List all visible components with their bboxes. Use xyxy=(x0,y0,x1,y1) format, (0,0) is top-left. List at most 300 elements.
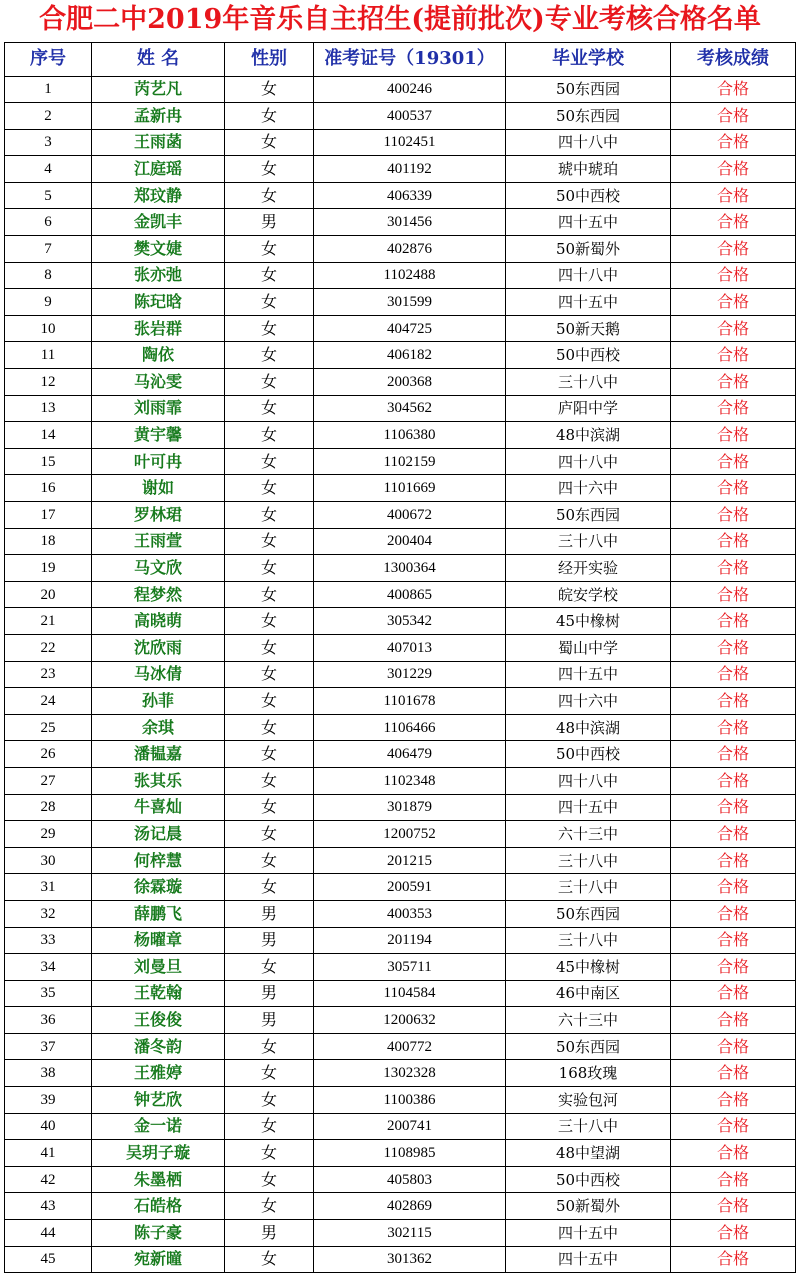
school-cell: 50新蜀外 xyxy=(506,1193,671,1220)
result-cell: 合格 xyxy=(671,900,796,927)
student-name-cell: 陶依 xyxy=(92,342,225,369)
gender-cell: 女 xyxy=(225,369,314,396)
student-name-cell: 吴玥子璇 xyxy=(92,1140,225,1167)
school-cell: 50东西园 xyxy=(506,1033,671,1060)
row-number-cell: 30 xyxy=(5,847,92,874)
student-name-cell: 石皓格 xyxy=(92,1193,225,1220)
row-number-cell: 22 xyxy=(5,634,92,661)
student-name-cell: 金凯丰 xyxy=(92,209,225,236)
table-row xyxy=(5,369,796,396)
school-cell: 45中橡树 xyxy=(506,954,671,981)
gender-cell: 女 xyxy=(225,1140,314,1167)
student-name-cell: 余琪 xyxy=(92,714,225,741)
row-number-cell: 31 xyxy=(5,874,92,901)
student-name-cell: 汤记晨 xyxy=(92,821,225,848)
school-cell: 168玫瑰 xyxy=(506,1060,671,1087)
gender-cell: 女 xyxy=(225,741,314,768)
result-cell: 合格 xyxy=(671,1220,796,1247)
gender-cell: 女 xyxy=(225,1060,314,1087)
school-cell: 45中橡树 xyxy=(506,608,671,635)
student-name-cell: 黄宇馨 xyxy=(92,422,225,449)
table-row xyxy=(5,661,796,688)
exam-id-cell: 406479 xyxy=(314,741,506,768)
result-cell: 合格 xyxy=(671,1113,796,1140)
table-row xyxy=(5,528,796,555)
student-name-cell: 张岩群 xyxy=(92,315,225,342)
student-name-cell: 芮艺凡 xyxy=(92,76,225,103)
result-cell: 合格 xyxy=(671,1087,796,1114)
table-row xyxy=(5,182,796,209)
student-name-cell: 陈子豪 xyxy=(92,1220,225,1247)
result-cell: 合格 xyxy=(671,1246,796,1273)
school-cell: 四十六中 xyxy=(506,475,671,502)
exam-id-cell: 301362 xyxy=(314,1246,506,1273)
gender-cell: 女 xyxy=(225,422,314,449)
gender-cell: 女 xyxy=(225,874,314,901)
row-number-cell: 15 xyxy=(5,448,92,475)
school-cell: 四十五中 xyxy=(506,1220,671,1247)
table-row xyxy=(5,422,796,449)
row-number-cell: 37 xyxy=(5,1033,92,1060)
table-row xyxy=(5,502,796,529)
student-name-cell: 罗林珺 xyxy=(92,502,225,529)
table-row xyxy=(5,1007,796,1034)
table-row xyxy=(5,289,796,316)
school-cell: 四十五中 xyxy=(506,661,671,688)
table-row xyxy=(5,342,796,369)
student-name-cell: 马沁雯 xyxy=(92,369,225,396)
exam-id-cell: 200591 xyxy=(314,874,506,901)
gender-cell: 女 xyxy=(225,528,314,555)
table-row xyxy=(5,741,796,768)
exam-id-cell: 1102348 xyxy=(314,767,506,794)
student-name-cell: 钟艺欣 xyxy=(92,1087,225,1114)
gender-cell: 男 xyxy=(225,209,314,236)
table-row xyxy=(5,688,796,715)
result-cell: 合格 xyxy=(671,1140,796,1167)
school-cell: 50中西校 xyxy=(506,741,671,768)
exam-id-cell: 305342 xyxy=(314,608,506,635)
gender-cell: 男 xyxy=(225,980,314,1007)
gender-cell: 女 xyxy=(225,103,314,130)
result-cell: 合格 xyxy=(671,634,796,661)
gender-cell: 女 xyxy=(225,954,314,981)
result-cell: 合格 xyxy=(671,741,796,768)
table-row xyxy=(5,1246,796,1273)
result-cell: 合格 xyxy=(671,156,796,183)
result-cell: 合格 xyxy=(671,1007,796,1034)
table-row xyxy=(5,581,796,608)
row-number-cell: 13 xyxy=(5,395,92,422)
student-name-cell: 潘冬韵 xyxy=(92,1033,225,1060)
exam-id-cell: 1101669 xyxy=(314,475,506,502)
row-number-cell: 34 xyxy=(5,954,92,981)
exam-id-cell: 200741 xyxy=(314,1113,506,1140)
exam-id-cell: 201215 xyxy=(314,847,506,874)
table-row xyxy=(5,1087,796,1114)
table-row xyxy=(5,980,796,1007)
student-name-cell: 王雨萱 xyxy=(92,528,225,555)
table-row xyxy=(5,714,796,741)
exam-id-cell: 1102488 xyxy=(314,262,506,289)
student-name-cell: 王雨菡 xyxy=(92,129,225,156)
exam-id-cell: 400353 xyxy=(314,900,506,927)
gender-cell: 女 xyxy=(225,342,314,369)
gender-cell: 女 xyxy=(225,76,314,103)
result-cell: 合格 xyxy=(671,422,796,449)
school-cell: 三十八中 xyxy=(506,528,671,555)
gender-cell: 男 xyxy=(225,927,314,954)
gender-cell: 女 xyxy=(225,821,314,848)
row-number-cell: 14 xyxy=(5,422,92,449)
exam-id-cell: 304562 xyxy=(314,395,506,422)
exam-id-cell: 402869 xyxy=(314,1193,506,1220)
result-cell: 合格 xyxy=(671,847,796,874)
student-name-cell: 马冰倩 xyxy=(92,661,225,688)
table-row xyxy=(5,927,796,954)
gender-cell: 女 xyxy=(225,236,314,263)
exam-id-cell: 400865 xyxy=(314,581,506,608)
school-cell: 四十八中 xyxy=(506,262,671,289)
gender-cell: 女 xyxy=(225,1193,314,1220)
row-number-cell: 10 xyxy=(5,315,92,342)
school-cell: 四十八中 xyxy=(506,767,671,794)
gender-cell: 女 xyxy=(225,794,314,821)
student-name-cell: 王乾翰 xyxy=(92,980,225,1007)
table-row xyxy=(5,1220,796,1247)
row-number-cell: 20 xyxy=(5,581,92,608)
table-row xyxy=(5,129,796,156)
row-number-cell: 27 xyxy=(5,767,92,794)
result-cell: 合格 xyxy=(671,581,796,608)
school-cell: 50东西园 xyxy=(506,900,671,927)
student-name-cell: 王雅婷 xyxy=(92,1060,225,1087)
gender-cell: 女 xyxy=(225,661,314,688)
header-cell-no: 序号 xyxy=(5,43,92,77)
gender-cell: 女 xyxy=(225,262,314,289)
school-cell: 实验包河 xyxy=(506,1087,671,1114)
student-name-cell: 樊文婕 xyxy=(92,236,225,263)
result-cell: 合格 xyxy=(671,980,796,1007)
gender-cell: 女 xyxy=(225,156,314,183)
gender-cell: 女 xyxy=(225,448,314,475)
exam-id-cell: 1302328 xyxy=(314,1060,506,1087)
exam-id-cell: 406182 xyxy=(314,342,506,369)
exam-id-cell: 1102451 xyxy=(314,129,506,156)
student-name-cell: 高晓萌 xyxy=(92,608,225,635)
header-row xyxy=(5,43,796,77)
student-name-cell: 张亦弛 xyxy=(92,262,225,289)
row-number-cell: 26 xyxy=(5,741,92,768)
exam-id-cell: 402876 xyxy=(314,236,506,263)
school-cell: 经开实验 xyxy=(506,555,671,582)
school-cell: 50新蜀外 xyxy=(506,236,671,263)
result-cell: 合格 xyxy=(671,262,796,289)
gender-cell: 女 xyxy=(225,688,314,715)
school-cell: 三十八中 xyxy=(506,874,671,901)
row-number-cell: 12 xyxy=(5,369,92,396)
row-number-cell: 4 xyxy=(5,156,92,183)
result-cell: 合格 xyxy=(671,767,796,794)
student-name-cell: 王俊俊 xyxy=(92,1007,225,1034)
table-row xyxy=(5,608,796,635)
school-cell: 四十六中 xyxy=(506,688,671,715)
row-number-cell: 17 xyxy=(5,502,92,529)
exam-id-cell: 305711 xyxy=(314,954,506,981)
exam-id-cell: 1100386 xyxy=(314,1087,506,1114)
row-number-cell: 7 xyxy=(5,236,92,263)
school-cell: 四十八中 xyxy=(506,448,671,475)
school-cell: 琥中琥珀 xyxy=(506,156,671,183)
school-cell: 蜀山中学 xyxy=(506,634,671,661)
student-name-cell: 徐霖璇 xyxy=(92,874,225,901)
school-cell: 48中滨湖 xyxy=(506,714,671,741)
exam-id-cell: 1106466 xyxy=(314,714,506,741)
exam-id-cell: 400772 xyxy=(314,1033,506,1060)
table-row xyxy=(5,634,796,661)
result-cell: 合格 xyxy=(671,1193,796,1220)
row-number-cell: 25 xyxy=(5,714,92,741)
table-row xyxy=(5,847,796,874)
result-cell: 合格 xyxy=(671,794,796,821)
row-number-cell: 23 xyxy=(5,661,92,688)
school-cell: 三十八中 xyxy=(506,927,671,954)
school-cell: 50中西校 xyxy=(506,182,671,209)
result-cell: 合格 xyxy=(671,502,796,529)
gender-cell: 女 xyxy=(225,555,314,582)
student-name-cell: 刘雨霏 xyxy=(92,395,225,422)
student-name-cell: 江庭瑶 xyxy=(92,156,225,183)
row-number-cell: 28 xyxy=(5,794,92,821)
result-cell: 合格 xyxy=(671,103,796,130)
school-cell: 三十八中 xyxy=(506,1113,671,1140)
result-cell: 合格 xyxy=(671,209,796,236)
student-name-cell: 叶可冉 xyxy=(92,448,225,475)
row-number-cell: 35 xyxy=(5,980,92,1007)
student-name-cell: 张其乐 xyxy=(92,767,225,794)
table-header xyxy=(5,43,796,77)
gender-cell: 女 xyxy=(225,1246,314,1273)
row-number-cell: 5 xyxy=(5,182,92,209)
gender-cell: 女 xyxy=(225,1113,314,1140)
gender-cell: 男 xyxy=(225,900,314,927)
result-cell: 合格 xyxy=(671,1166,796,1193)
school-cell: 四十五中 xyxy=(506,794,671,821)
school-cell: 50东西园 xyxy=(506,76,671,103)
table-row xyxy=(5,448,796,475)
school-cell: 庐阳中学 xyxy=(506,395,671,422)
school-cell: 皖安学校 xyxy=(506,581,671,608)
table-row xyxy=(5,821,796,848)
gender-cell: 女 xyxy=(225,475,314,502)
school-cell: 48中望湖 xyxy=(506,1140,671,1167)
row-number-cell: 44 xyxy=(5,1220,92,1247)
gender-cell: 女 xyxy=(225,714,314,741)
table-row xyxy=(5,874,796,901)
exam-id-cell: 301599 xyxy=(314,289,506,316)
gender-cell: 女 xyxy=(225,289,314,316)
student-name-cell: 潘韫嘉 xyxy=(92,741,225,768)
table-row xyxy=(5,794,796,821)
school-cell: 50中西校 xyxy=(506,1166,671,1193)
row-number-cell: 19 xyxy=(5,555,92,582)
row-number-cell: 40 xyxy=(5,1113,92,1140)
exam-id-cell: 401192 xyxy=(314,156,506,183)
school-cell: 50东西园 xyxy=(506,502,671,529)
table-row xyxy=(5,315,796,342)
table-row xyxy=(5,1140,796,1167)
gender-cell: 女 xyxy=(225,1166,314,1193)
student-name-cell: 刘曼旦 xyxy=(92,954,225,981)
student-name-cell: 宛新曈 xyxy=(92,1246,225,1273)
exam-id-cell: 400246 xyxy=(314,76,506,103)
row-number-cell: 24 xyxy=(5,688,92,715)
result-cell: 合格 xyxy=(671,315,796,342)
exam-id-cell: 302115 xyxy=(314,1220,506,1247)
exam-id-cell: 407013 xyxy=(314,634,506,661)
school-cell: 四十五中 xyxy=(506,289,671,316)
exam-id-cell: 301229 xyxy=(314,661,506,688)
school-cell: 46中南区 xyxy=(506,980,671,1007)
gender-cell: 女 xyxy=(225,847,314,874)
result-cell: 合格 xyxy=(671,369,796,396)
row-number-cell: 33 xyxy=(5,927,92,954)
result-cell: 合格 xyxy=(671,76,796,103)
school-cell: 三十八中 xyxy=(506,847,671,874)
row-number-cell: 8 xyxy=(5,262,92,289)
student-name-cell: 牛喜灿 xyxy=(92,794,225,821)
result-cell: 合格 xyxy=(671,528,796,555)
result-cell: 合格 xyxy=(671,874,796,901)
result-cell: 合格 xyxy=(671,1060,796,1087)
exam-id-cell: 1108985 xyxy=(314,1140,506,1167)
exam-id-cell: 1101678 xyxy=(314,688,506,715)
student-name-cell: 陈玘晗 xyxy=(92,289,225,316)
gender-cell: 女 xyxy=(225,129,314,156)
result-cell: 合格 xyxy=(671,555,796,582)
table-row xyxy=(5,209,796,236)
header-cell-exam-id: 准考证号（19301） xyxy=(314,43,506,77)
gender-cell: 男 xyxy=(225,1220,314,1247)
exam-id-cell: 1300364 xyxy=(314,555,506,582)
table-row xyxy=(5,900,796,927)
header-cell-name: 姓 名 xyxy=(92,43,225,77)
table-row xyxy=(5,156,796,183)
school-cell: 三十八中 xyxy=(506,369,671,396)
table-row xyxy=(5,555,796,582)
exam-id-cell: 1104584 xyxy=(314,980,506,1007)
student-name-cell: 孙菲 xyxy=(92,688,225,715)
exam-id-cell: 1102159 xyxy=(314,448,506,475)
result-cell: 合格 xyxy=(671,289,796,316)
exam-id-cell: 1200752 xyxy=(314,821,506,848)
result-cell: 合格 xyxy=(671,661,796,688)
exam-id-cell: 405803 xyxy=(314,1166,506,1193)
table-row xyxy=(5,76,796,103)
result-cell: 合格 xyxy=(671,1033,796,1060)
row-number-cell: 39 xyxy=(5,1087,92,1114)
school-cell: 六十三中 xyxy=(506,1007,671,1034)
result-cell: 合格 xyxy=(671,821,796,848)
gender-cell: 女 xyxy=(225,634,314,661)
table-row xyxy=(5,1166,796,1193)
school-cell: 四十五中 xyxy=(506,1246,671,1273)
row-number-cell: 36 xyxy=(5,1007,92,1034)
table-row xyxy=(5,475,796,502)
school-cell: 50新天鹅 xyxy=(506,315,671,342)
gender-cell: 女 xyxy=(225,581,314,608)
exam-id-cell: 406339 xyxy=(314,182,506,209)
result-cell: 合格 xyxy=(671,342,796,369)
row-number-cell: 9 xyxy=(5,289,92,316)
table-row xyxy=(5,395,796,422)
row-number-cell: 21 xyxy=(5,608,92,635)
result-cell: 合格 xyxy=(671,129,796,156)
result-cell: 合格 xyxy=(671,927,796,954)
student-name-cell: 沈欣雨 xyxy=(92,634,225,661)
row-number-cell: 1 xyxy=(5,76,92,103)
table-row xyxy=(5,1033,796,1060)
exam-id-cell: 1106380 xyxy=(314,422,506,449)
table-row xyxy=(5,1060,796,1087)
gender-cell: 女 xyxy=(225,1033,314,1060)
school-cell: 四十五中 xyxy=(506,209,671,236)
student-name-cell: 马文欣 xyxy=(92,555,225,582)
student-name-cell: 程梦然 xyxy=(92,581,225,608)
student-name-cell: 金一诺 xyxy=(92,1113,225,1140)
page-title: 合肥二中2019年音乐自主招生(提前批次)专业考核合格名单 xyxy=(39,4,761,35)
row-number-cell: 11 xyxy=(5,342,92,369)
result-cell: 合格 xyxy=(671,608,796,635)
exam-id-cell: 301456 xyxy=(314,209,506,236)
row-number-cell: 18 xyxy=(5,528,92,555)
row-number-cell: 16 xyxy=(5,475,92,502)
table-body xyxy=(5,76,796,1273)
result-cell: 合格 xyxy=(671,182,796,209)
school-cell: 50中西校 xyxy=(506,342,671,369)
student-name-cell: 薛鹏飞 xyxy=(92,900,225,927)
table-row xyxy=(5,954,796,981)
exam-id-cell: 200368 xyxy=(314,369,506,396)
row-number-cell: 29 xyxy=(5,821,92,848)
result-cell: 合格 xyxy=(671,448,796,475)
student-name-cell: 何梓慧 xyxy=(92,847,225,874)
result-cell: 合格 xyxy=(671,714,796,741)
header-cell-gender: 性别 xyxy=(225,43,314,77)
result-cell: 合格 xyxy=(671,688,796,715)
result-cell: 合格 xyxy=(671,395,796,422)
row-number-cell: 3 xyxy=(5,129,92,156)
school-cell: 48中滨湖 xyxy=(506,422,671,449)
gender-cell: 女 xyxy=(225,182,314,209)
gender-cell: 女 xyxy=(225,395,314,422)
gender-cell: 男 xyxy=(225,1007,314,1034)
school-cell: 50东西园 xyxy=(506,103,671,130)
student-name-cell: 郑玟静 xyxy=(92,182,225,209)
results-table xyxy=(4,42,796,1273)
gender-cell: 女 xyxy=(225,502,314,529)
row-number-cell: 45 xyxy=(5,1246,92,1273)
table-row xyxy=(5,262,796,289)
exam-id-cell: 1200632 xyxy=(314,1007,506,1034)
row-number-cell: 2 xyxy=(5,103,92,130)
row-number-cell: 43 xyxy=(5,1193,92,1220)
gender-cell: 女 xyxy=(225,608,314,635)
result-cell: 合格 xyxy=(671,236,796,263)
row-number-cell: 6 xyxy=(5,209,92,236)
header-cell-result: 考核成绩 xyxy=(671,43,796,77)
result-cell: 合格 xyxy=(671,475,796,502)
